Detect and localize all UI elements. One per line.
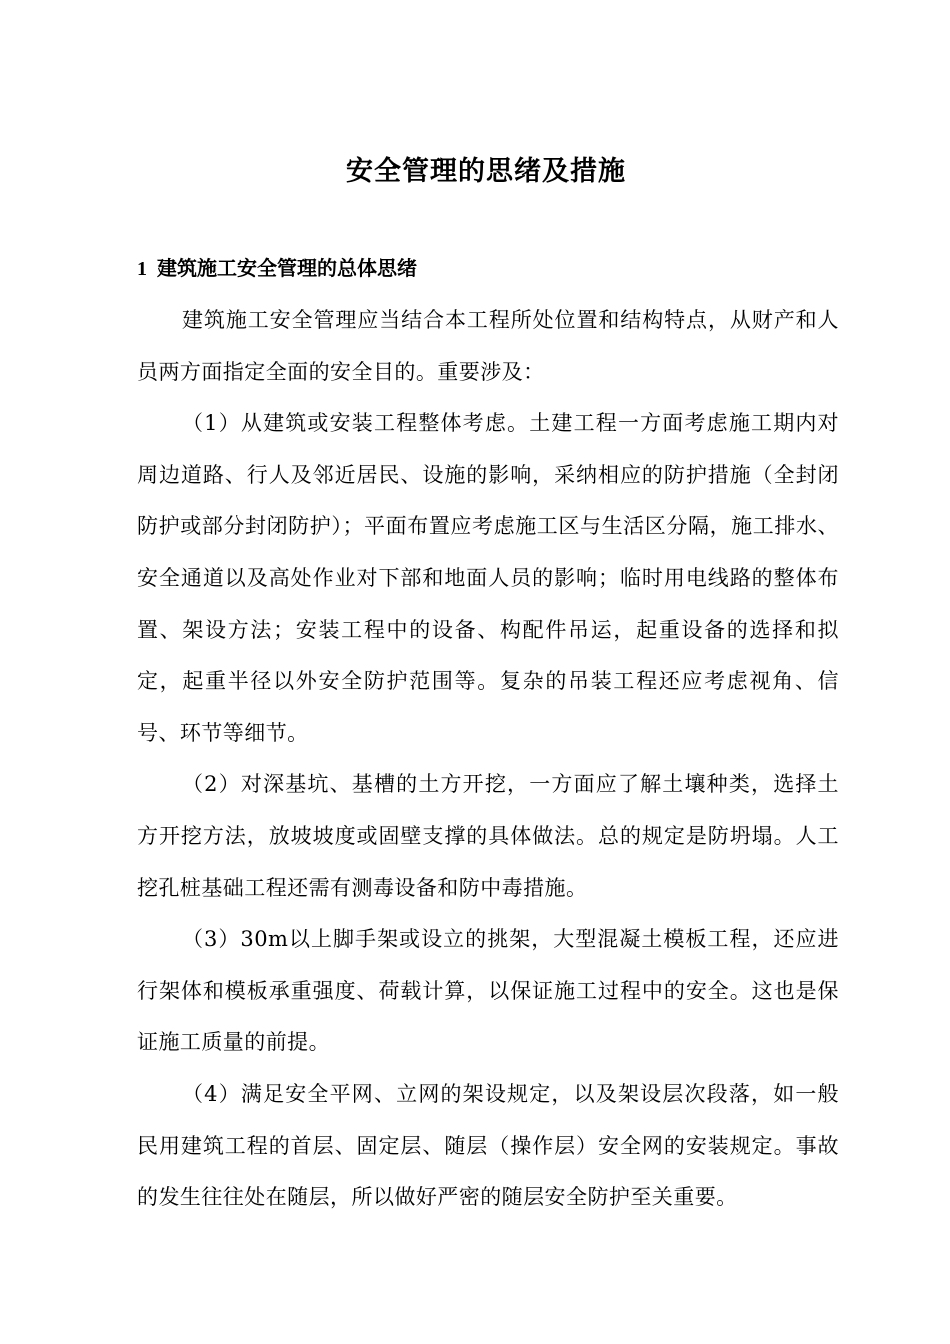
section-heading: [137, 252, 417, 285]
paragraph-intro: 建筑施工安全管理应当结合本工程所处位置和结构特点，从财产和人员两方面指定全面的安全目的。重要涉及：: [137, 308, 839, 384]
paragraph-item-4: （4）满足安全平网、立网的架设规定，以及架设层次段落，如一般民用建筑工程的首层、固定层、随层（操作层）安全网的安装规定。事故的发生往往处在随层，所以做好严密的随层安全防护至关重要。: [137, 1081, 839, 1210]
paragraph-item-2: （2）对深基坑、基槽的土方开挖，一方面应了解土壤种类，选择土方开挖方法，放坡坡度或固壁支撑的具体做法。总的规定是防坍塌。人工挖孔桩基础工程还需有测毒设备和防中毒措施。: [137, 772, 839, 900]
section-number: 1: [137, 258, 147, 280]
paragraph-item-3: （3）30m以上脚手架或设立的挑架，大型混凝土模板工程，还应进行架体和模板承重强度、荷载计算，以保证施工过程中的安全。这也是保证施工质量的前提。: [137, 927, 839, 1055]
document-title: 安全管理的思绪及措施: [346, 156, 626, 187]
paragraph-item-1: （1）从建筑或安装工程整体考虑。土建工程一方面考虑施工期内对周边道路、行人及邻近居民、设施的影响，采纳相应的防护措施（全封闭防护或部分封闭防护）；平面布置应考虑施工区与生活区分隔，施工排水、安全通道以及高处作业对下部和地面人员的影响；临时用电线路的整体布置、架设方法；安装工程中的设备、构配件吊运，起重设备的选择和拟定，起重半径以外安全防护范围等。复杂的吊装工程还应考虑视角、信号、环节等细节。: [137, 411, 839, 745]
body-text: [137, 295, 839, 1224]
section-heading-text: 建筑施工安全管理的总体思绪: [157, 256, 417, 280]
